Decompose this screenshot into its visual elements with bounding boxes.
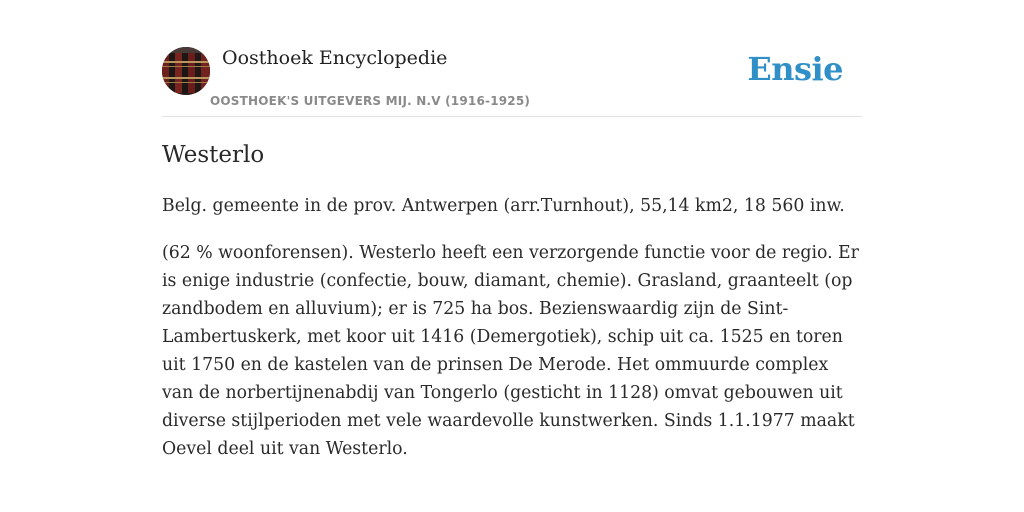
encyclopedia-books-avatar[interactable] (162, 47, 210, 95)
article (162, 138, 862, 463)
books-icon (162, 47, 210, 95)
site-title[interactable]: Oosthoek Encyclopedie (222, 47, 448, 69)
site-header (162, 46, 862, 117)
article-paragraph: (62 % woonforensen). Westerlo heeft een verzorgende functie voor de regio. Er is enige industrie (confectie, bouw, diamant, chemie). Grasland, graanteelt (op zandbodem en alluvium); er is 725 ha bos. Bezienswaardig zijn de Sint-Lambertuskerk, met koor uit 1416 (Demergotiek), schip uit ca. 1525 en toren uit 1750 en de kastelen van de prinsen De Merode. Het ommuurde complex van de norbertijnenabdij van Tongerlo (gesticht in 1128) omvat gebouwen uit diverse stijlperioden met vele waardevolle kunstwerken. Sinds 1.1.1977 maakt Oevel deel uit van Westerlo. (162, 243, 859, 459)
article-title: Westerlo (162, 142, 265, 168)
ensie-logo[interactable]: Ensie (747, 50, 843, 88)
article-paragraph: Belg. gemeente in de prov. Antwerpen (arr.Turnhout), 55,14 km2, 18 560 inw. (162, 196, 845, 216)
publisher-subtitle: OOSTHOEK'S UITGEVERS MIJ. N.V (1916-1925) (210, 94, 531, 108)
